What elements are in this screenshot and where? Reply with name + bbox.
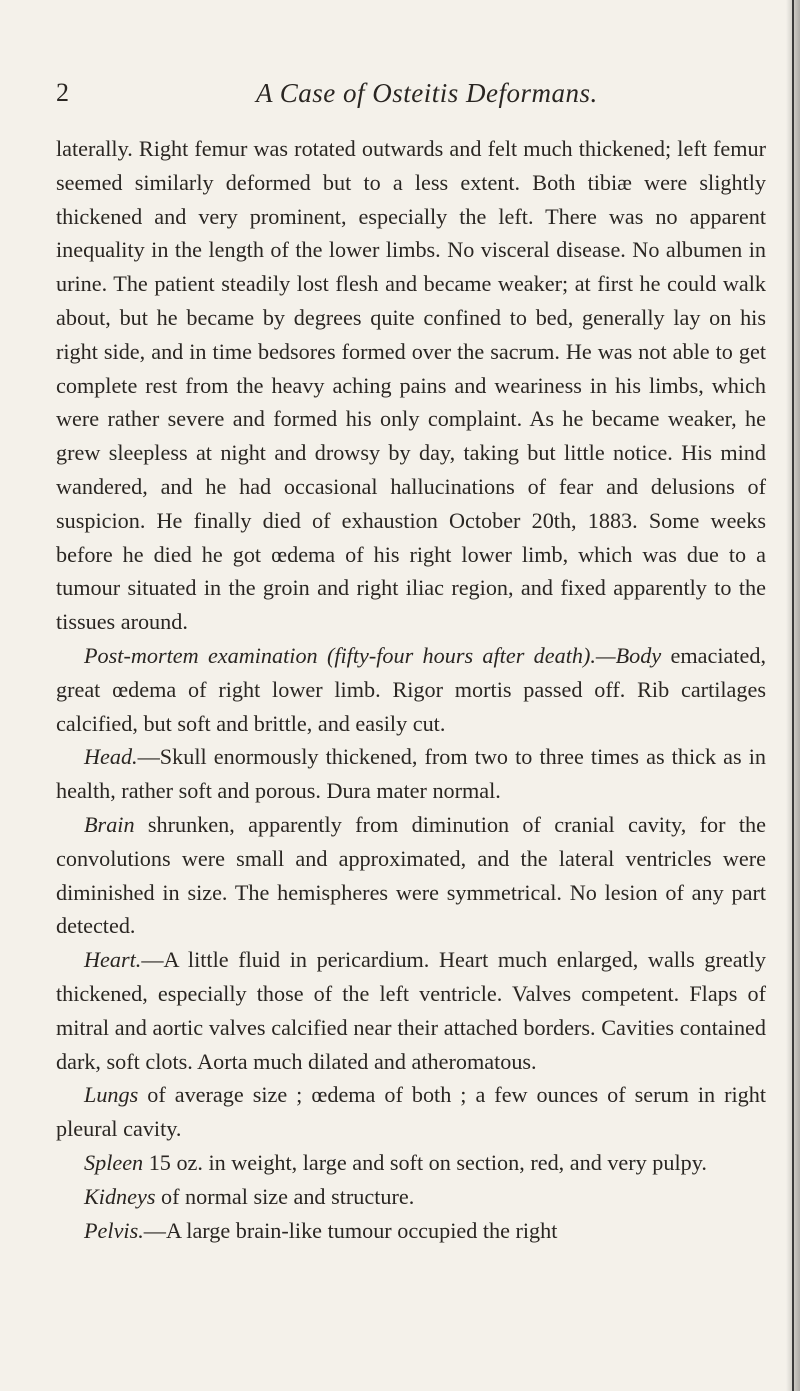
text-run-italic: Post-mortem examination (fifty-four hours after death).—Body — [84, 642, 662, 668]
text-run-italic: Spleen — [84, 1149, 144, 1175]
text-run: laterally. Right femur was rotated outwards and felt much thickened; left femur seemed similarly deformed but to a less extent. Both tibiæ were slightly thickened and very prominent, especially the left. There was no apparent inequality in the length of the lower limbs. No visceral disease. No albumen in urine. The patient steadily lost flesh and became weaker; at first he could walk about, but he became by degrees quite confined to bed, generally lay on his right side, and in time bedsores formed over the sacrum. He was not able to get complete rest from the heavy aching pains and weariness in his limbs, which were rather severe and formed his only complaint. As he became weaker, he grew sleepless at night and drowsy by day, taking but little notice. His mind wandered, and he had occasional hallucinations of fear and delusions of suspicion. He finally died of exhaustion October 20th, 1883. Some weeks before he died he got œdema of his right lower limb, which was due to a tumour situated in the groin and right iliac region, and fixed apparently to the tissues around. — [56, 136, 766, 635]
text-run-italic: Lungs — [84, 1082, 139, 1108]
text-run-italic: Heart. — [84, 947, 142, 973]
running-header — [56, 78, 786, 118]
text-run-italic: Head. — [84, 744, 138, 770]
paragraph-spleen — [56, 1146, 766, 1180]
text-run: shrunken, apparently from diminution of cranial cavity, for the convolutions were small and approximated, and the lateral ventricles were diminished in size. The hemispheres were symmetrical. No lesion of any part detected. — [56, 811, 766, 939]
text-run: —Skull enormously thickened, from two to three times as thick as in health, rather soft and porous. Dura mater normal. — [56, 744, 766, 804]
paragraph-brain — [56, 808, 766, 943]
text-run: —A large brain-like tumour occupied the right — [143, 1217, 558, 1243]
running-title: A Case of Osteitis Deformans. — [256, 78, 598, 108]
paragraph-continuation — [56, 132, 766, 639]
paragraph-kidneys — [56, 1180, 766, 1214]
paragraph-lungs — [56, 1078, 766, 1146]
text-run-italic: Kidneys — [84, 1183, 156, 1209]
text-run: emaciated, great œdema of right lower limb. Rigor mortis passed off. Rib cartilages calcified, but soft and brittle, and easily cut. — [56, 642, 766, 736]
text-run: 15 oz. in weight, large and soft on section, red, and very pulpy. — [143, 1149, 707, 1175]
paragraph-post-mortem — [56, 639, 766, 740]
text-run-italic: Brain — [84, 811, 135, 837]
text-run-italic: Pelvis. — [84, 1217, 144, 1243]
page-number: 2 — [56, 78, 69, 107]
text-run: of average size ; œdema of both ; a few ounces of serum in right pleural cavity. — [56, 1082, 766, 1142]
paragraph-pelvis — [56, 1214, 766, 1248]
text-run: —A little fluid in pericardium. Heart much enlarged, walls greatly thickened, especially those of the left ventricle. Valves competent. Flaps of mitral and aortic valves calcified near their attached borders. Cavities contained dark, soft clots. Aorta much dilated and atheromatous. — [56, 947, 766, 1074]
body-text — [56, 132, 766, 1247]
paragraph-heart — [56, 943, 766, 1078]
paragraph-head — [56, 740, 766, 808]
text-run: of normal size and structure. — [155, 1183, 415, 1209]
page-edge-line — [792, 0, 794, 1391]
